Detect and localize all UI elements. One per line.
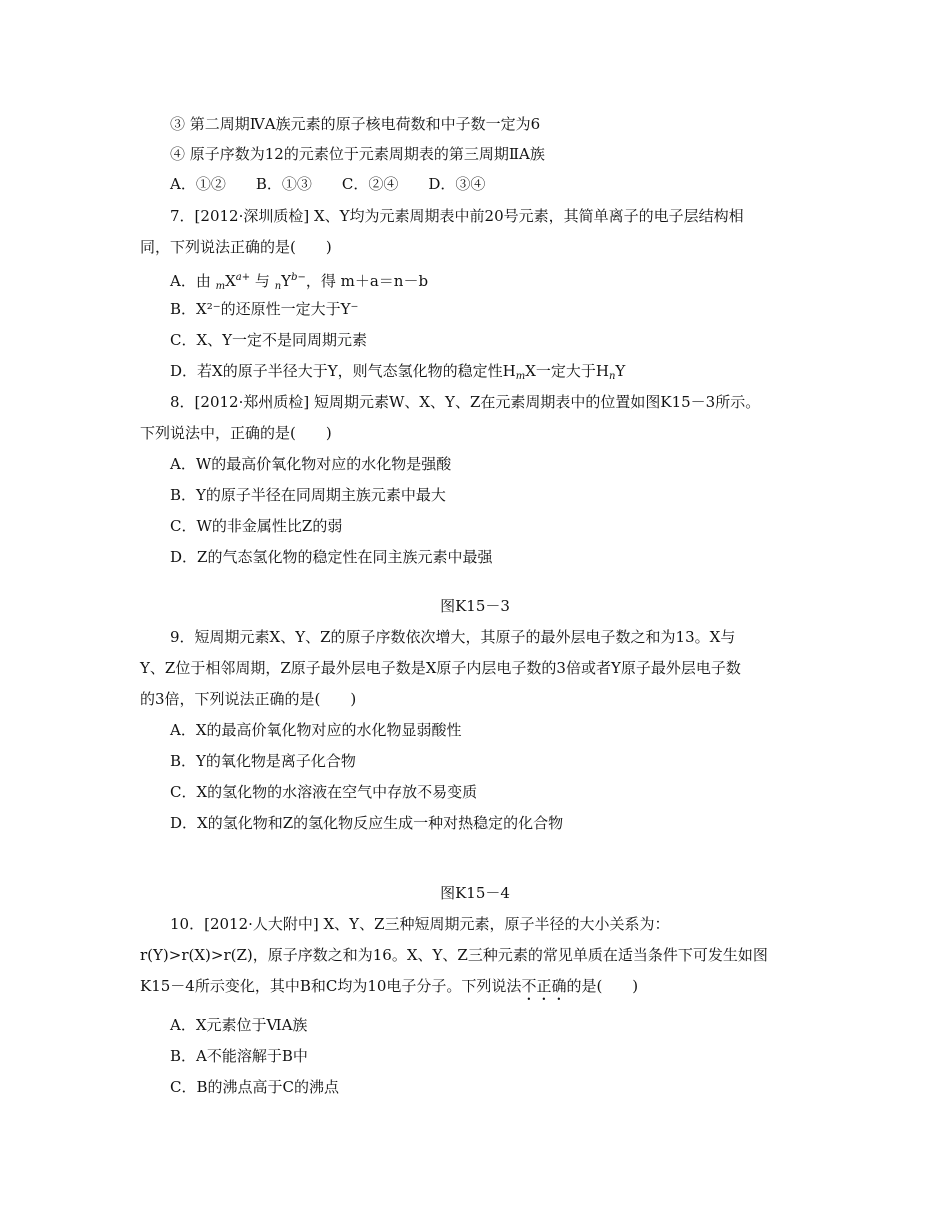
- q10-option-b: B．A不能溶解于B中: [170, 1047, 308, 1065]
- q7-option-a-prefix: A．由: [170, 272, 211, 290]
- q7-option-a-x: X: [225, 272, 236, 290]
- q10-stem-line3: [140, 976, 820, 1004]
- q9-stem-line1: 9．短周期元素X、Y、Z的原子序数依次增大，其原子的最外层电子数之和为13。X与: [170, 628, 736, 646]
- q10-stem-line2: r(Y)>r(X)>r(Z)，原子序数之和为16。X、Y、Z三种元素的常见单质在适当条件下可发生如图: [140, 946, 768, 964]
- q7-option-a-n: n: [274, 281, 282, 292]
- q7-option-a-y: Y: [281, 272, 292, 290]
- q10-stem-line3-b: 的是( ): [566, 977, 639, 995]
- q9-stem-line3: 的3倍，下列说法正确的是( ): [140, 690, 357, 708]
- q9-figure-caption: 图K15－4: [440, 884, 510, 902]
- q7-option-d-sub2: n: [608, 371, 616, 382]
- q10-stem-line3-a: K15－4所示变化，其中B和C均为10电子分子。下列说法: [140, 977, 522, 995]
- q7-stem-line1: 7．[2012·深圳质检] X、Y均为元素周期表中前20号元素，其简单离子的电子层结构相: [170, 207, 744, 225]
- q9-option-b: B．Y的氧化物是离子化合物: [170, 752, 356, 770]
- q8-option-c: C．W的非金属性比Z的弱: [170, 517, 343, 535]
- q8-stem-line2: 下列说法中，正确的是( ): [140, 424, 332, 442]
- q7-option-a-m: m: [215, 281, 226, 292]
- q7-option-b: B．X²⁻的还原性一定大于Y⁻: [170, 300, 359, 318]
- q6-statement-3: ③ 第二周期ⅣA族元素的原子核电荷数和中子数一定为6: [170, 115, 541, 133]
- q7-option-d: [170, 361, 850, 387]
- q8-option-a: A．W的最高价氧化物对应的水化物是强酸: [170, 455, 452, 473]
- q8-option-b: B．Y的原子半径在同周期主族元素中最大: [170, 486, 446, 504]
- q10-stem-line1: 10．[2012·人大附中] X、Y、Z三种短周期元素，原子半径的大小关系为：: [170, 915, 670, 933]
- q9-option-d: D．X的氢化物和Z的氢化物反应生成一种对热稳定的化合物: [170, 814, 564, 832]
- q7-option-d-sub1: m: [515, 371, 526, 382]
- q9-option-c: C．X的氢化物的水溶液在空气中存放不易变质: [170, 783, 478, 801]
- q9-stem-line2: Y、Z位于相邻周期，Z原子最外层电子数是X原子内层电子数的3倍或者Y原子最外层电子数: [140, 659, 741, 677]
- q7-option-d-end: Y: [615, 362, 626, 380]
- q7-option-a-with: 与: [254, 272, 270, 290]
- q7-option-c: C．X、Y一定不是同周期元素: [170, 331, 368, 349]
- q7-option-a: [170, 268, 850, 297]
- q6-options: A．①② B．①③ C．②④ D．③④: [170, 175, 486, 193]
- q8-option-d: D．Z的气态氢化物的稳定性在同主族元素中最强: [170, 548, 493, 566]
- q7-option-a-charge1: a+: [235, 272, 251, 283]
- q10-emphasis-not-correct: 不正确: [521, 977, 567, 995]
- q7-option-d-prefix: D．若X的原子半径大于Y，则气态氢化物的稳定性H: [170, 362, 516, 380]
- q8-figure-caption: 图K15－3: [440, 597, 510, 615]
- q7-stem-line2: 同，下列说法正确的是( ): [140, 238, 332, 256]
- q10-option-a: A．X元素位于ⅥA族: [170, 1016, 308, 1034]
- q7-option-d-mid: X一定大于H: [525, 362, 609, 380]
- q7-option-a-equation: ，得 m＋a＝n－b: [305, 272, 429, 290]
- q9-option-a: A．X的最高价氧化物对应的水化物显弱酸性: [170, 721, 462, 739]
- q10-option-c: C．B的沸点高于C的沸点: [170, 1078, 339, 1096]
- q6-statement-4: ④ 原子序数为12的元素位于元素周期表的第三周期ⅡA族: [170, 145, 545, 163]
- q8-stem-line1: 8．[2012·郑州质检] 短周期元素W、X、Y、Z在元素周期表中的位置如图K15－3所示。: [170, 393, 761, 411]
- q7-option-a-charge2: b−: [291, 272, 306, 283]
